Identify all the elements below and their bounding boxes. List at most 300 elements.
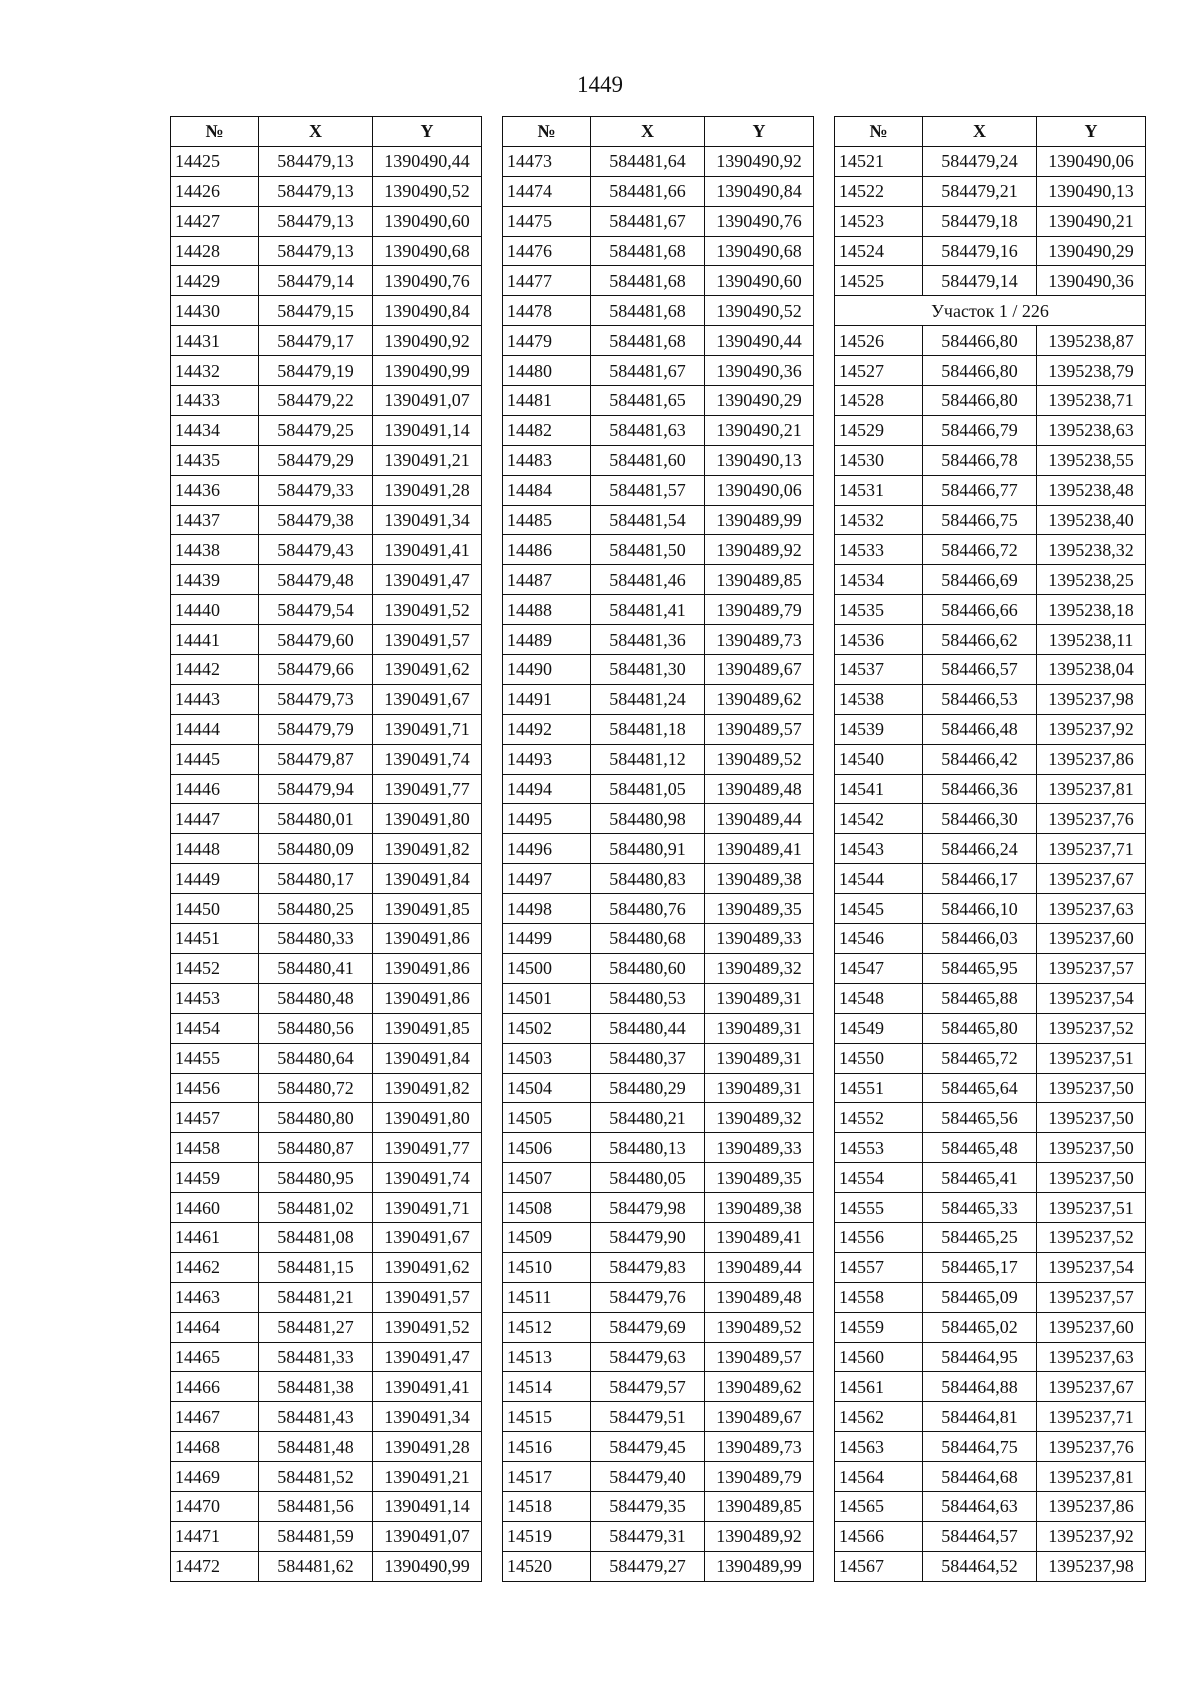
y-value: 1390490,60 [705,266,814,296]
point-number: 14561 [835,1372,923,1402]
point-number: 14429 [171,266,259,296]
point-number: 14465 [171,1342,259,1372]
x-value: 584480,01 [259,804,373,834]
x-value: 584465,25 [923,1222,1037,1252]
point-number: 14474 [503,176,591,206]
y-value: 1390489,38 [705,864,814,894]
table-row [835,625,1146,655]
point-number: 14515 [503,1402,591,1432]
point-number: 14549 [835,1013,923,1043]
point-number: 14526 [835,326,923,356]
table-row [835,684,1146,714]
table-row [835,236,1146,266]
point-number: 14436 [171,475,259,505]
y-value: 1390491,84 [373,1043,482,1073]
x-value: 584479,90 [591,1222,705,1252]
x-value: 584479,14 [259,266,373,296]
y-value: 1390491,86 [373,983,482,1013]
x-value: 584479,66 [259,655,373,685]
x-value: 584481,02 [259,1193,373,1223]
x-value: 584480,87 [259,1133,373,1163]
table-row [503,475,814,505]
page-number: 1449 [577,72,623,97]
x-value: 584481,50 [591,535,705,565]
y-value: 1390491,86 [373,924,482,954]
table-row [503,415,814,445]
point-number: 14451 [171,924,259,954]
x-value: 584466,17 [923,864,1037,894]
table-row [171,296,482,326]
table-row [835,1133,1146,1163]
point-number: 14435 [171,445,259,475]
y-value: 1395237,81 [1037,774,1146,804]
point-number: 14462 [171,1252,259,1282]
x-value: 584466,48 [923,714,1037,744]
coordinate-table-2 [502,116,814,1582]
table-row [835,1491,1146,1521]
y-value: 1390491,80 [373,804,482,834]
point-number: 14428 [171,236,259,266]
x-value: 584464,81 [923,1402,1037,1432]
point-number: 14557 [835,1252,923,1282]
x-value: 584479,83 [591,1252,705,1282]
table-row [171,1491,482,1521]
point-number: 14530 [835,445,923,475]
point-number: 14533 [835,535,923,565]
table-row [171,774,482,804]
y-value: 1390489,48 [705,1282,814,1312]
table-row [503,744,814,774]
table-row [835,1551,1146,1581]
table-row [503,595,814,625]
x-value: 584479,87 [259,744,373,774]
table-row [835,1372,1146,1402]
point-number: 14490 [503,655,591,685]
x-value: 584481,30 [591,655,705,685]
y-value: 1390489,32 [705,953,814,983]
x-value: 584479,17 [259,326,373,356]
table-row [171,1521,482,1551]
table-row [835,146,1146,176]
x-value: 584481,46 [591,565,705,595]
x-value: 584481,15 [259,1252,373,1282]
point-number: 14511 [503,1282,591,1312]
coordinate-table-1 [170,116,482,1582]
y-value: 1390489,79 [705,1462,814,1492]
point-number: 14523 [835,206,923,236]
y-value: 1395238,71 [1037,386,1146,416]
y-value: 1390491,47 [373,565,482,595]
y-value: 1390490,36 [1037,266,1146,296]
table-row [171,1013,482,1043]
point-number: 14537 [835,655,923,685]
point-number: 14457 [171,1103,259,1133]
table-row [503,326,814,356]
x-value: 584466,80 [923,386,1037,416]
table-row [503,1013,814,1043]
x-value: 584479,98 [591,1193,705,1223]
y-value: 1390489,52 [705,744,814,774]
y-value: 1390491,85 [373,894,482,924]
header-number: № [171,117,259,147]
table-row [171,176,482,206]
y-value: 1390490,99 [373,356,482,386]
x-value: 584481,24 [591,684,705,714]
y-value: 1395237,54 [1037,1252,1146,1282]
x-value: 584479,13 [259,206,373,236]
header-y: Y [1037,117,1146,147]
point-number: 14472 [171,1551,259,1581]
y-value: 1390489,38 [705,1193,814,1223]
point-number: 14452 [171,953,259,983]
x-value: 584464,63 [923,1491,1037,1521]
point-number: 14481 [503,386,591,416]
table-row [503,505,814,535]
y-value: 1390489,31 [705,1043,814,1073]
table-row [835,1342,1146,1372]
point-number: 14541 [835,774,923,804]
y-value: 1390489,41 [705,834,814,864]
point-number: 14510 [503,1252,591,1282]
y-value: 1390490,99 [373,1551,482,1581]
table-row [171,266,482,296]
x-value: 584479,40 [591,1462,705,1492]
y-value: 1395237,52 [1037,1222,1146,1252]
table-row [835,176,1146,206]
y-value: 1390490,36 [705,356,814,386]
point-number: 14468 [171,1432,259,1462]
y-value: 1390490,76 [705,206,814,236]
table-row [503,445,814,475]
y-value: 1395237,60 [1037,1312,1146,1342]
y-value: 1390491,74 [373,744,482,774]
point-number: 14501 [503,983,591,1013]
point-number: 14475 [503,206,591,236]
y-value: 1395237,71 [1037,834,1146,864]
point-number: 14486 [503,535,591,565]
section-label: Участок 1 / 226 [835,296,1146,326]
table-row [171,206,482,236]
x-value: 584466,42 [923,744,1037,774]
table-row [503,266,814,296]
table-row [835,894,1146,924]
x-value: 584479,73 [259,684,373,714]
y-value: 1390491,41 [373,1372,482,1402]
table-row [835,505,1146,535]
y-value: 1395237,98 [1037,1551,1146,1581]
table-row [835,475,1146,505]
x-value: 584481,36 [591,625,705,655]
table-row [503,1372,814,1402]
table-row [835,595,1146,625]
point-number: 14454 [171,1013,259,1043]
x-value: 584480,98 [591,804,705,834]
y-value: 1390490,92 [705,146,814,176]
point-number: 14473 [503,146,591,176]
header-number: № [503,117,591,147]
point-number: 14540 [835,744,923,774]
table-row [171,1043,482,1073]
x-value: 584465,80 [923,1013,1037,1043]
x-value: 584466,10 [923,894,1037,924]
point-number: 14519 [503,1521,591,1551]
x-value: 584481,68 [591,326,705,356]
header-number: № [835,117,923,147]
table-row [503,774,814,804]
table-row [503,146,814,176]
point-number: 14477 [503,266,591,296]
table-row [171,475,482,505]
y-value: 1390491,28 [373,1432,482,1462]
table-row [171,744,482,774]
x-value: 584480,37 [591,1043,705,1073]
x-value: 584480,56 [259,1013,373,1043]
point-number: 14564 [835,1462,923,1492]
table-row [171,1252,482,1282]
x-value: 584465,33 [923,1193,1037,1223]
x-value: 584481,64 [591,146,705,176]
y-value: 1390489,73 [705,625,814,655]
point-number: 14545 [835,894,923,924]
table-row [171,953,482,983]
x-value: 584466,30 [923,804,1037,834]
y-value: 1390490,84 [373,296,482,326]
y-value: 1390491,21 [373,445,482,475]
x-value: 584466,03 [923,924,1037,954]
x-value: 584466,80 [923,326,1037,356]
y-value: 1395237,71 [1037,1402,1146,1432]
x-value: 584479,31 [591,1521,705,1551]
x-value: 584465,95 [923,953,1037,983]
x-value: 584481,68 [591,266,705,296]
x-value: 584479,43 [259,535,373,565]
table-row [835,415,1146,445]
point-number: 14440 [171,595,259,625]
x-value: 584465,41 [923,1163,1037,1193]
header-x: X [591,117,705,147]
table-row [171,1402,482,1432]
point-number: 14502 [503,1013,591,1043]
table-row [171,864,482,894]
point-number: 14543 [835,834,923,864]
point-number: 14535 [835,595,923,625]
table-row [835,1432,1146,1462]
table-row [835,386,1146,416]
x-value: 584480,91 [591,834,705,864]
table-row [171,1342,482,1372]
x-value: 584465,88 [923,983,1037,1013]
x-value: 584466,79 [923,415,1037,445]
table-row [835,804,1146,834]
table-row [171,1073,482,1103]
x-value: 584465,56 [923,1103,1037,1133]
table-row [171,1312,482,1342]
x-value: 584480,80 [259,1103,373,1133]
point-number: 14516 [503,1432,591,1462]
table-row [171,894,482,924]
y-value: 1390489,31 [705,1073,814,1103]
x-value: 584481,48 [259,1432,373,1462]
y-value: 1395237,76 [1037,1432,1146,1462]
point-number: 14553 [835,1133,923,1163]
x-value: 584481,67 [591,356,705,386]
y-value: 1390489,33 [705,924,814,954]
x-value: 584465,02 [923,1312,1037,1342]
y-value: 1390490,76 [373,266,482,296]
x-value: 584481,12 [591,744,705,774]
table-row [835,1073,1146,1103]
y-value: 1390491,07 [373,386,482,416]
point-number: 14529 [835,415,923,445]
y-value: 1395237,57 [1037,953,1146,983]
point-number: 14563 [835,1432,923,1462]
point-number: 14544 [835,864,923,894]
table-row [171,565,482,595]
x-value: 584479,54 [259,595,373,625]
y-value: 1390491,21 [373,1462,482,1492]
header-y: Y [705,117,814,147]
table-row [503,1432,814,1462]
point-number: 14453 [171,983,259,1013]
table-row [171,1462,482,1492]
table-row [503,1551,814,1581]
point-number: 14459 [171,1163,259,1193]
x-value: 584479,51 [591,1402,705,1432]
y-value: 1390490,52 [705,296,814,326]
table-row [503,864,814,894]
x-value: 584479,14 [923,266,1037,296]
table-row [835,864,1146,894]
table-row [835,1193,1146,1223]
y-value: 1390489,31 [705,983,814,1013]
point-number: 14512 [503,1312,591,1342]
point-number: 14460 [171,1193,259,1223]
table-row [171,1163,482,1193]
x-value: 584479,15 [259,296,373,326]
x-value: 584466,72 [923,535,1037,565]
point-number: 14546 [835,924,923,954]
point-number: 14565 [835,1491,923,1521]
point-number: 14434 [171,415,259,445]
table-row [503,804,814,834]
point-number: 14479 [503,326,591,356]
x-value: 584480,76 [591,894,705,924]
table-row [503,1133,814,1163]
x-value: 584480,25 [259,894,373,924]
x-value: 584464,68 [923,1462,1037,1492]
x-value: 584480,48 [259,983,373,1013]
x-value: 584479,33 [259,475,373,505]
header-row [503,117,814,147]
point-number: 14551 [835,1073,923,1103]
point-number: 14485 [503,505,591,535]
x-value: 584466,77 [923,475,1037,505]
y-value: 1395238,32 [1037,535,1146,565]
y-value: 1395237,50 [1037,1163,1146,1193]
header-row [835,117,1146,147]
table-row [171,684,482,714]
x-value: 584480,72 [259,1073,373,1103]
y-value: 1395237,57 [1037,1282,1146,1312]
x-value: 584465,72 [923,1043,1037,1073]
point-number: 14432 [171,356,259,386]
point-number: 14499 [503,924,591,954]
table-row [503,386,814,416]
x-value: 584466,78 [923,445,1037,475]
x-value: 584481,66 [591,176,705,206]
table-row [171,236,482,266]
x-value: 584464,95 [923,1342,1037,1372]
x-value: 584480,29 [591,1073,705,1103]
point-number: 14467 [171,1402,259,1432]
point-number: 14488 [503,595,591,625]
point-number: 14448 [171,834,259,864]
point-number: 14470 [171,1491,259,1521]
y-value: 1390489,52 [705,1312,814,1342]
table-row [503,924,814,954]
table-row [171,415,482,445]
x-value: 584480,17 [259,864,373,894]
y-value: 1390490,29 [705,386,814,416]
y-value: 1395238,63 [1037,415,1146,445]
y-value: 1390491,84 [373,864,482,894]
point-number: 14444 [171,714,259,744]
y-value: 1395238,87 [1037,326,1146,356]
x-value: 584479,27 [591,1551,705,1581]
x-value: 584481,57 [591,475,705,505]
x-value: 584479,38 [259,505,373,535]
x-value: 584479,13 [259,236,373,266]
y-value: 1390490,68 [373,236,482,266]
table-row [503,1222,814,1252]
x-value: 584479,13 [259,146,373,176]
x-value: 584466,62 [923,625,1037,655]
table-row [503,625,814,655]
point-number: 14471 [171,1521,259,1551]
point-number: 14509 [503,1222,591,1252]
y-value: 1390491,62 [373,1252,482,1282]
point-number: 14430 [171,296,259,326]
table-row [503,1043,814,1073]
y-value: 1395238,79 [1037,356,1146,386]
y-value: 1390490,92 [373,326,482,356]
y-value: 1395237,50 [1037,1103,1146,1133]
y-value: 1390489,62 [705,684,814,714]
y-value: 1390491,14 [373,415,482,445]
x-value: 584481,68 [591,236,705,266]
x-value: 584480,44 [591,1013,705,1043]
point-number: 14492 [503,714,591,744]
x-value: 584481,54 [591,505,705,535]
x-value: 584479,48 [259,565,373,595]
table-row [835,1521,1146,1551]
table-row [171,1222,482,1252]
x-value: 584480,41 [259,953,373,983]
y-value: 1390491,62 [373,655,482,685]
x-value: 584480,53 [591,983,705,1013]
table-row [835,714,1146,744]
table-row [503,714,814,744]
point-number: 14496 [503,834,591,864]
x-value: 584479,21 [923,176,1037,206]
x-value: 584465,17 [923,1252,1037,1282]
y-value: 1395237,81 [1037,1462,1146,1492]
table-row [171,535,482,565]
y-value: 1395237,98 [1037,684,1146,714]
table-row [503,356,814,386]
x-value: 584480,33 [259,924,373,954]
table-row [171,1133,482,1163]
